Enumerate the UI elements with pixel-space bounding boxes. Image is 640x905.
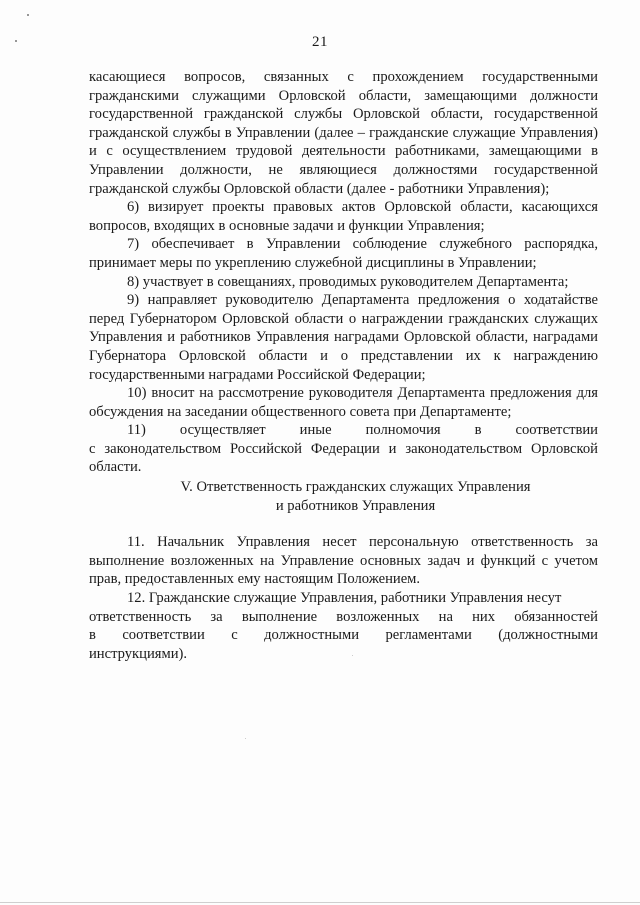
paragraph-item-9: 9) направляет руководителю Департамента предложения о ходатайстве перед Губернатором Орловской области о награждении гражданских служащих Управления и работников Управления наградами Орловской области, наградами Губернатора Орловской области и о представлении их к награждению государственными наградами Российской Федерации; — [89, 292, 598, 383]
word: них — [472, 608, 496, 625]
paragraph-item-10: 10) вносит на рассмотрение руководителя Департамента предложения для обсуждения на заседании общественного совета при Департаменте; — [89, 385, 598, 420]
word: на — [438, 608, 453, 625]
paragraph-item-11 — [89, 421, 598, 477]
word: обязанностей — [514, 608, 598, 625]
paragraph-12-line-1: 12. Гражданские служащие Управления, работники Управления несут — [127, 590, 562, 607]
word: должностными — [264, 627, 360, 644]
paragraph-continuation: касающиеся вопросов, связанных с прохождением государственными гражданскими служащими Орловской области, замещающими должности государственной гражданской службы Орловской области, государственной гражданской службы в Управлении (далее – гражданские служащие Управления) и с осуществлением трудовой деятельности работниками, замещающими в Управлении должности, не являющиеся должностями государственной гражданской службы Орловской области (далее - работники Управления); — [89, 69, 598, 197]
word: в — [474, 422, 482, 439]
word: соответствии — [515, 422, 598, 439]
word: 11) — [127, 422, 146, 439]
word: в — [89, 627, 96, 644]
section-heading — [89, 478, 598, 515]
word: осуществляет — [179, 422, 266, 439]
word: (должностными — [498, 627, 598, 644]
section-title-line-2: и работников Управления — [275, 497, 436, 514]
page-number: 21 — [312, 34, 328, 50]
word: соответствии — [122, 627, 205, 644]
word: с — [231, 627, 238, 644]
paragraph-item-11-rest: с законодательством Российской Федерации и законодательством Орловской области. — [89, 440, 598, 476]
paragraph-12-line-4: инструкциями). — [89, 645, 188, 662]
document-body — [89, 68, 598, 663]
paragraph-12-line-2 — [89, 608, 598, 627]
paragraph-responsibility-12 — [89, 589, 598, 663]
word: иные — [299, 422, 332, 439]
paragraph-item-8: 8) участвует в совещаниях, проводимых руководителем Департамента; — [127, 273, 569, 290]
word: возложенных — [336, 608, 420, 625]
word: регламентами — [385, 627, 472, 644]
scan-speck — [245, 738, 246, 739]
paragraph-item-6: 6) визирует проекты правовых актов Орловской области, касающихся вопросов, входящих в основные задачи и функции Управления; — [89, 199, 598, 234]
scan-speck — [27, 14, 29, 16]
word: выполнение — [241, 608, 318, 625]
paragraph-item-11-first-line — [89, 421, 598, 440]
section-title-line-1: V. Ответственность гражданских служащих Управления — [180, 479, 531, 496]
paragraph-responsibility-11: 11. Начальник Управления несет персональную ответственность за выполнение возложенных на Управление основных задач и функций с учетом прав, предоставленных ему настоящим Положением. — [89, 534, 598, 588]
word: полномочия — [365, 422, 441, 439]
page-bottom-edge — [0, 902, 640, 903]
word: ответственность — [89, 608, 192, 625]
paragraph-item-7: 7) обеспечивает в Управлении соблюдение служебного распорядка, принимает меры по укреплению служебной дисциплины в Управлении; — [89, 236, 598, 271]
paragraph-12-line-3 — [89, 626, 598, 645]
word: за — [210, 608, 223, 625]
